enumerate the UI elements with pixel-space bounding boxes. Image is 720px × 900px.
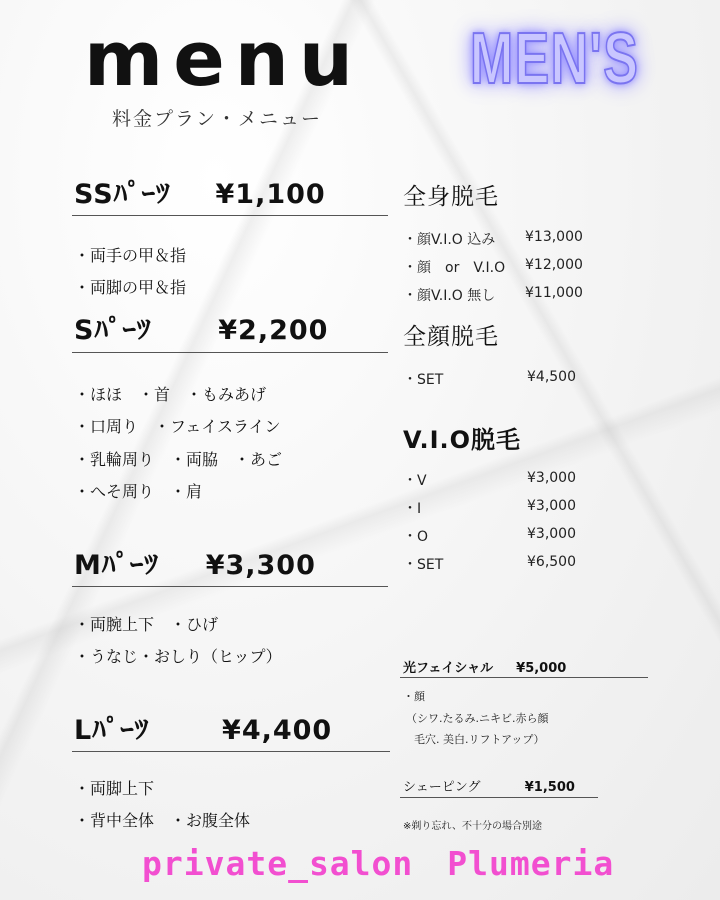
price-row [403,470,603,490]
shaving-label: シェーピング [403,780,481,795]
salon-name-footer: private_salon Plumeria [142,844,615,883]
m-divider [72,586,388,587]
shaving-divider [400,797,598,798]
photo-facial-line: ・顔 [403,690,425,703]
ss-parts-heading [74,172,326,211]
price-row-label: ・顔 or V.I.O [403,260,506,276]
m-parts-heading [74,543,316,582]
price-row-label: ・V [403,473,427,489]
price-row-label: ・SET [403,557,444,573]
list-item: ・口周り ・フェイスライン [74,417,281,436]
s-divider [72,352,388,353]
price-row-price: ¥6,500 [527,554,576,570]
s-parts-price: ¥2,200 [218,315,329,346]
price-row-price: ¥11,000 [525,285,583,301]
price-row [403,369,603,389]
price-row [403,285,603,305]
photo-facial-divider [400,677,648,678]
vio-heading: V.I.O脱毛 [403,426,522,454]
list-item: ・両脚の甲＆指 [74,278,187,297]
menu-subtitle: 料金プラン・メニュー [112,108,323,130]
price-row [403,257,603,277]
ss-divider [72,215,388,216]
price-row [403,526,603,546]
photo-facial-price: ¥5,000 [516,661,567,676]
photo-facial-label: 光フェイシャル [403,661,494,676]
price-row-price: ¥3,000 [527,470,576,486]
full-body-heading: 全身脱毛 [403,184,499,210]
l-divider [72,751,390,752]
price-row [403,229,603,249]
list-item: ・両脚上下 [74,779,155,798]
list-item: ・ほほ ・首 ・もみあげ [74,385,267,404]
list-item: ・両腕上下 ・ひげ [74,615,219,634]
price-row [403,498,603,518]
price-row-price: ¥3,000 [527,526,576,542]
price-row-price: ¥12,000 [525,257,583,273]
price-row [403,554,603,574]
s-parts-heading [74,308,328,347]
ss-parts-name: SSﾊﾟｰﾂ [74,179,171,210]
price-row-label: ・O [403,529,429,545]
m-parts-price: ¥3,300 [205,550,316,581]
price-row-label: ・SET [403,372,444,388]
list-item: ・へそ周り ・肩 [74,482,203,501]
list-item: ・背中全体 ・お腹全体 [74,811,251,830]
s-parts-name: Sﾊﾟｰﾂ [74,315,152,346]
price-row-label: ・顔V.I.O 込み [403,232,496,248]
photo-facial-heading [403,657,566,676]
list-item: ・両手の甲＆指 [74,246,187,265]
shaving-heading [403,776,575,795]
l-parts-price: ¥4,400 [222,715,333,746]
price-row-price: ¥3,000 [527,498,576,514]
shaving-note: ※剃り忘れ、不十分の場合別途 [403,821,542,832]
list-item: ・乳輪周り ・両脇 ・あご [74,450,283,469]
photo-facial-line: （シワ.たるみ.ニキビ.赤ら顔 [406,712,549,725]
full-face-heading: 全顔脱毛 [403,324,499,350]
l-parts-heading [74,708,332,747]
price-row-label: ・顔V.I.O 無し [403,288,496,304]
menu-title: menu [84,14,363,103]
price-row-label: ・I [403,501,422,517]
ss-parts-price: ¥1,100 [215,179,326,210]
price-row-price: ¥4,500 [527,369,576,385]
mens-neon-badge: MEN'S [470,19,640,99]
photo-facial-line: 毛穴. 美白.リフトアップ） [414,733,545,746]
list-item: ・うなじ・おしり（ヒップ） [74,647,282,666]
price-row-price: ¥13,000 [525,229,583,245]
l-parts-name: Lﾊﾟｰﾂ [74,715,150,746]
shaving-price: ¥1,500 [524,780,575,795]
m-parts-name: Mﾊﾟｰﾂ [74,550,159,581]
